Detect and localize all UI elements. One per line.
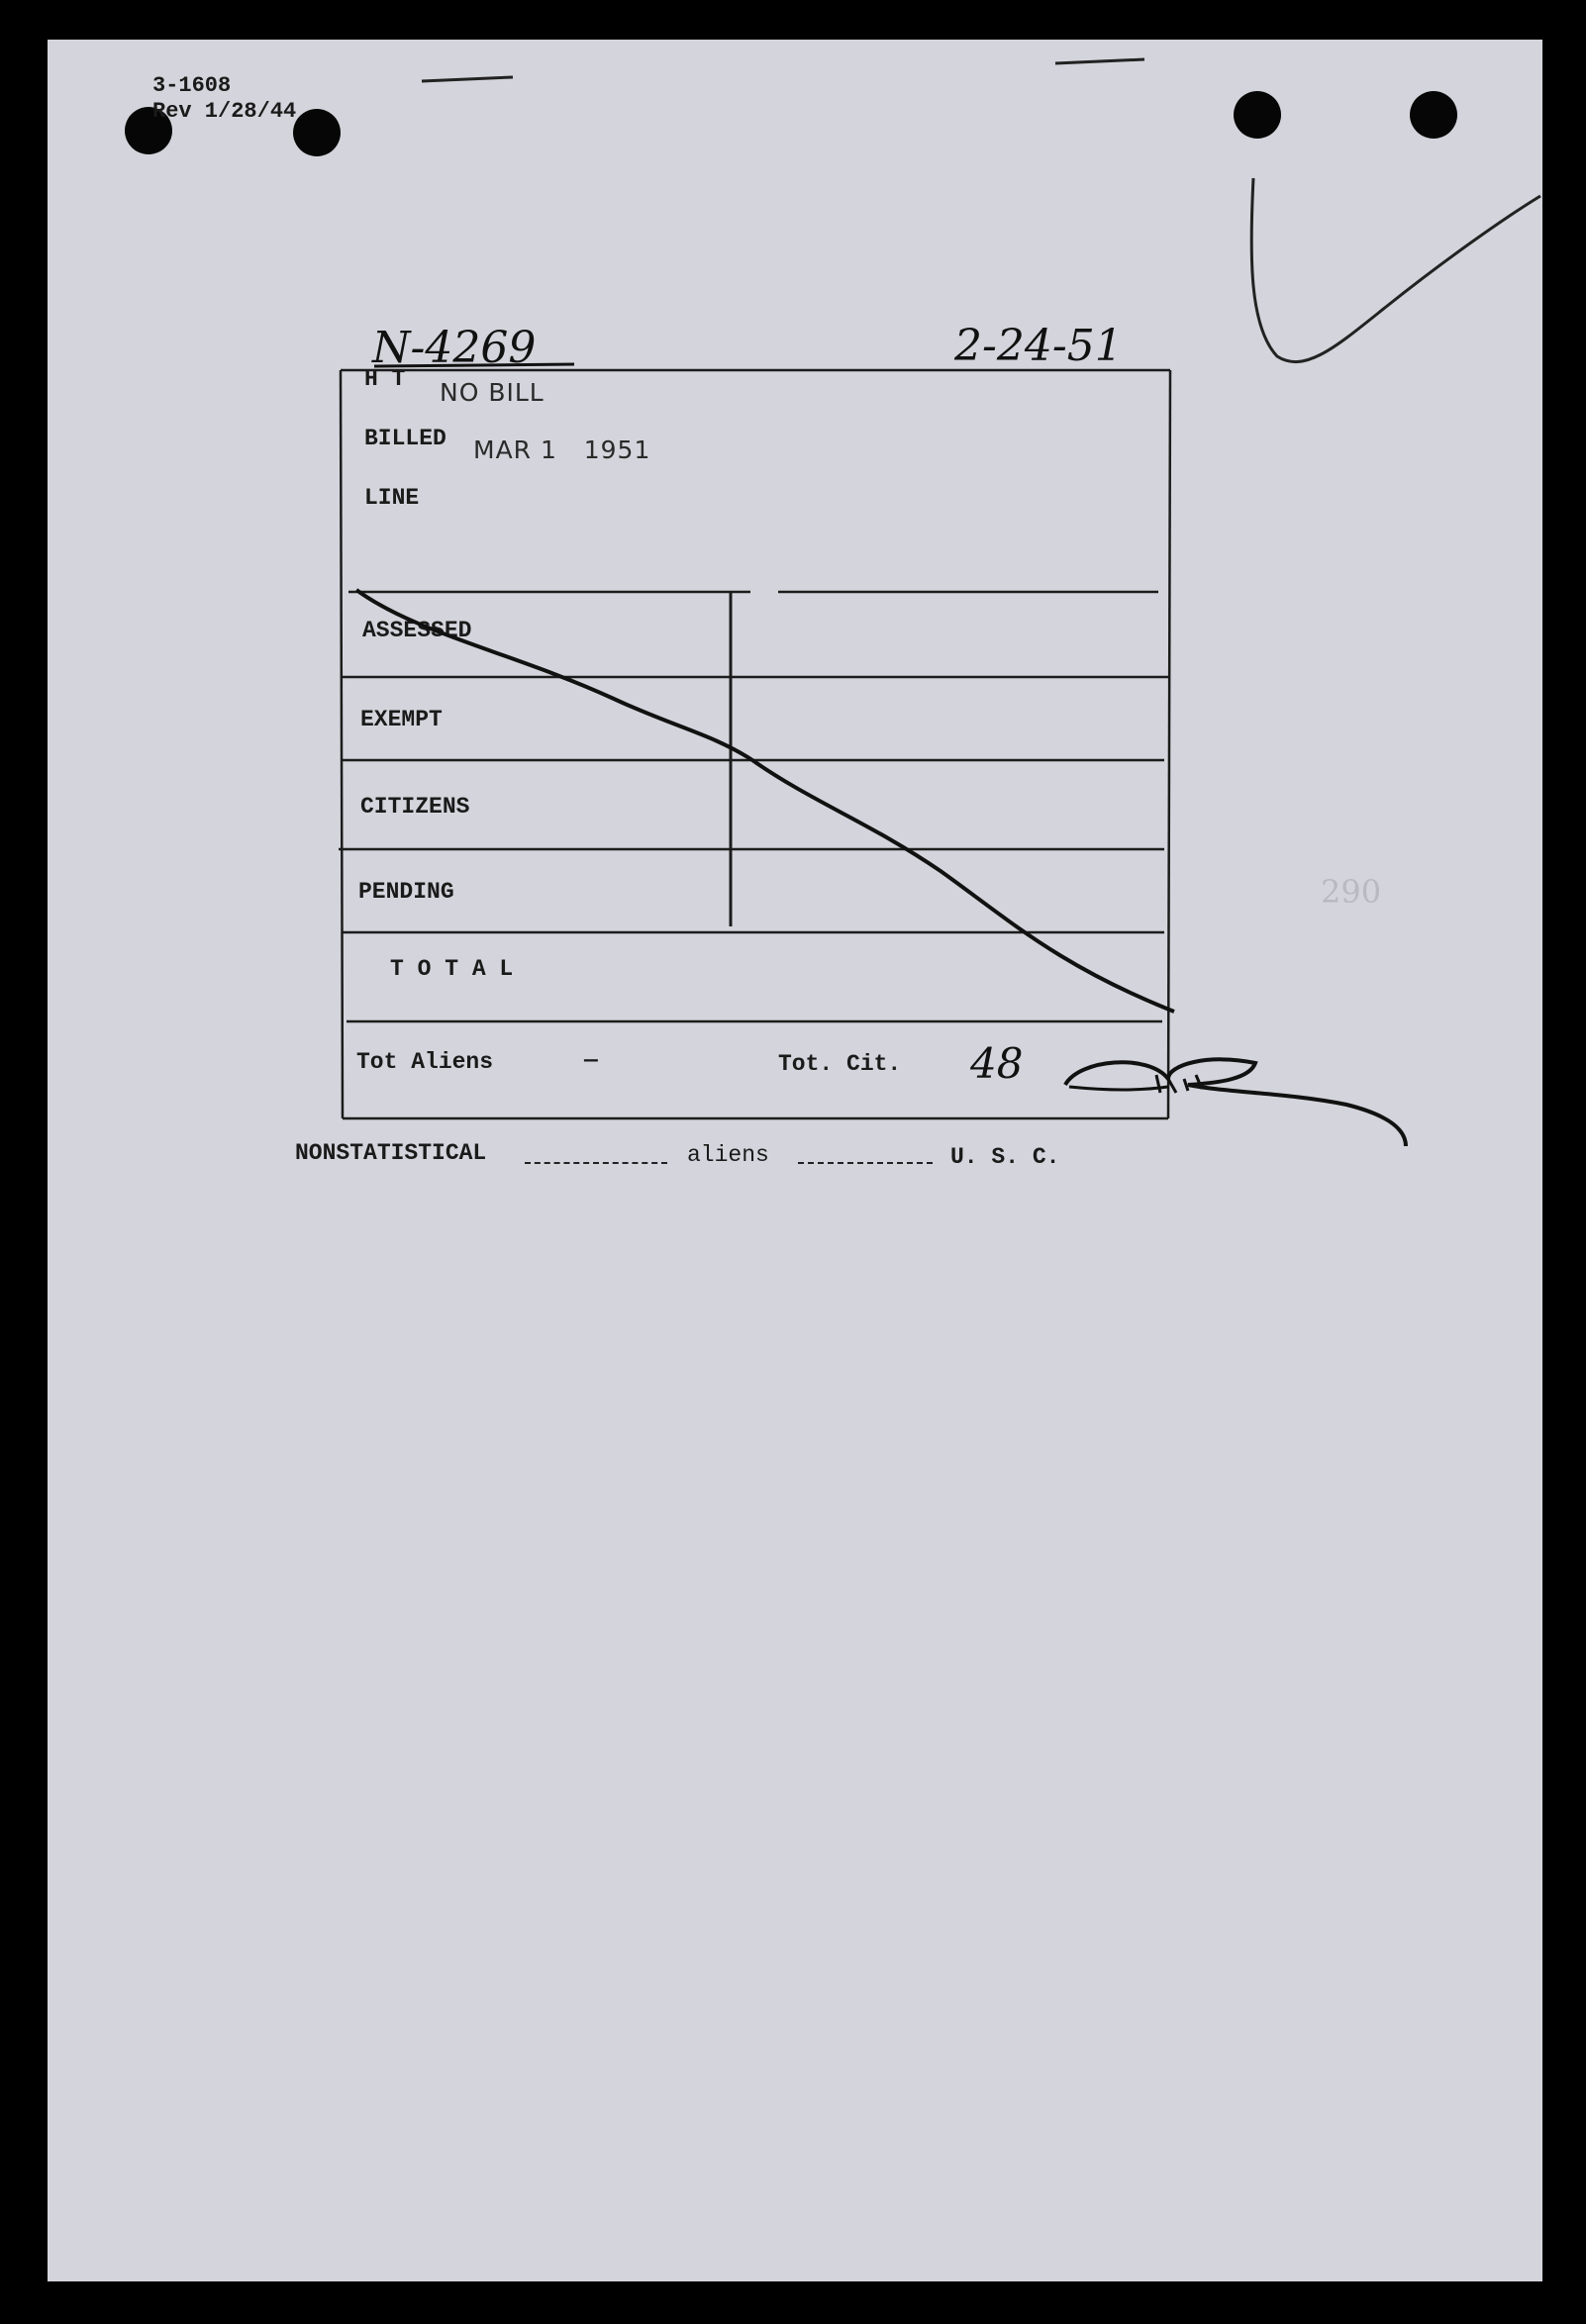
tot-aliens-label: Tot Aliens xyxy=(356,1049,494,1075)
exempt-label: EXEMPT xyxy=(360,707,443,732)
top-mark-1 xyxy=(422,77,513,81)
tot-cit-label: Tot. Cit. xyxy=(778,1051,902,1077)
billed-date-stamp: MAR 1 1951 xyxy=(473,436,651,464)
signature xyxy=(1065,1059,1406,1146)
billed-label: BILLED xyxy=(364,426,446,451)
tot-cit-value: 48 xyxy=(970,1039,1024,1088)
row-dividers xyxy=(339,592,1168,1021)
top-mark-2 xyxy=(1055,59,1144,63)
handwritten-date: 2-24-51 xyxy=(954,321,1123,371)
page-number-stamp: 290 xyxy=(1321,873,1382,911)
file-number-underline xyxy=(374,364,574,366)
handwritten-file-number: N-4269 xyxy=(372,323,537,373)
usc-label: U. S. C. xyxy=(950,1144,1060,1170)
form-number: 3-1608 xyxy=(152,73,232,98)
tot-aliens-value: — xyxy=(584,1047,598,1073)
pending-label: PENDING xyxy=(358,879,454,905)
no-bill-stamp: NO BILL xyxy=(440,378,545,407)
form-revision: Rev 1/28/44 xyxy=(152,99,297,124)
aliens-label: aliens xyxy=(687,1142,769,1168)
line-label: LINE xyxy=(364,485,420,511)
assessed-label: ASSESSED xyxy=(362,618,472,643)
check-mark xyxy=(1251,178,1540,362)
total-label: T O T A L xyxy=(390,956,514,982)
ht-label: H T xyxy=(364,366,406,392)
nonstatistical-label: NONSTATISTICAL xyxy=(295,1140,487,1166)
strikethrough-line xyxy=(356,590,1174,1012)
citizens-label: CITIZENS xyxy=(360,794,470,820)
